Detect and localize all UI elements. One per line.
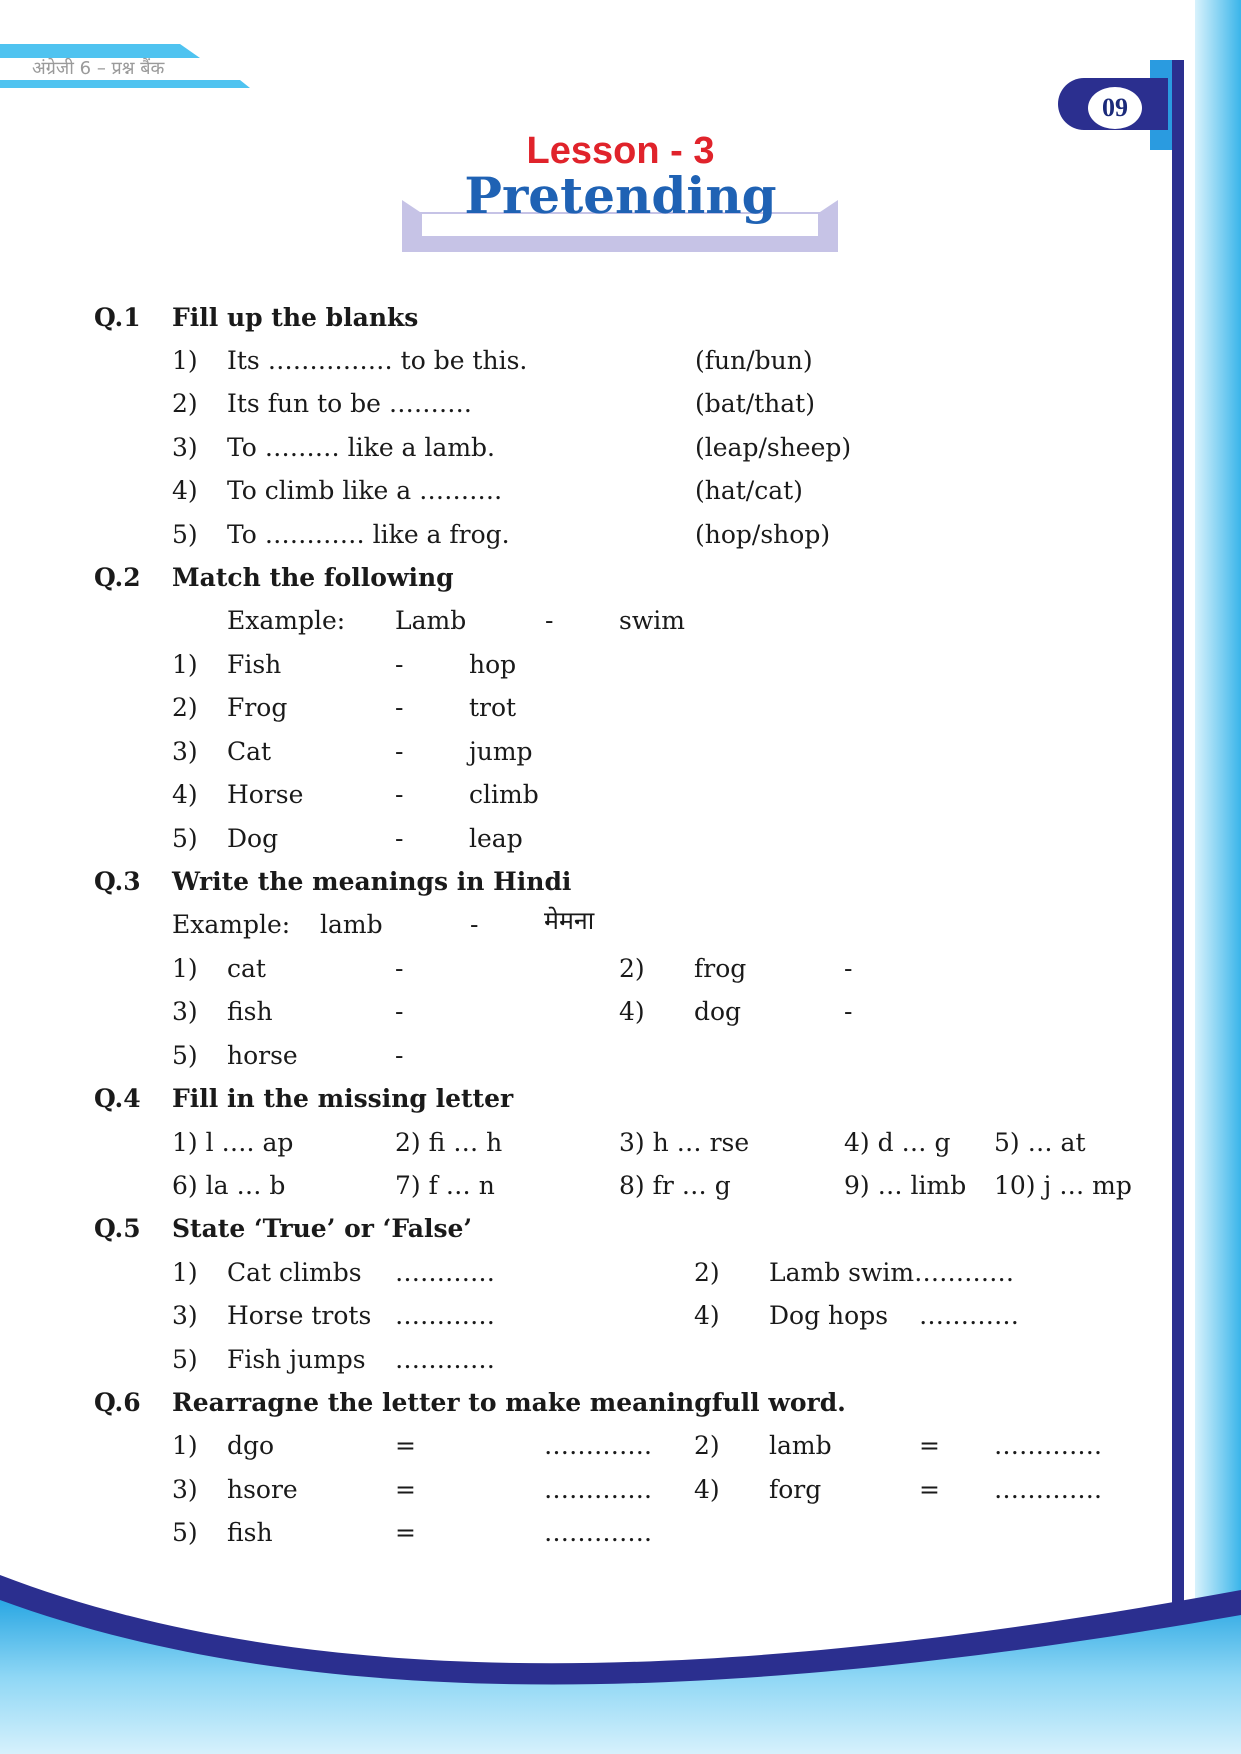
- q3-example-label: Example:: [172, 910, 291, 939]
- q2-item-left: Fish: [227, 650, 282, 679]
- q2-item-left: Frog: [227, 693, 288, 722]
- q6-item-number: 1): [172, 1431, 198, 1460]
- q5-item-text: Dog hops: [769, 1301, 889, 1330]
- q4-item: 1) l …. ap: [172, 1128, 294, 1157]
- q2-item-dash: -: [395, 693, 404, 722]
- q3-example-word: lamb: [320, 910, 383, 939]
- q4-item: 7) f … n: [395, 1171, 495, 1200]
- q6-item-word: fish: [227, 1518, 273, 1547]
- q2-item-number: 5): [172, 824, 198, 853]
- lesson-title: Pretending: [464, 166, 777, 225]
- q3-item-word: fish: [227, 997, 273, 1026]
- q5-item-blank: …………: [395, 1258, 495, 1287]
- q3-item-number: 4): [619, 997, 645, 1026]
- q5-item-blank: …………: [395, 1345, 495, 1374]
- q2-heading: Match the following: [172, 563, 454, 592]
- q2-item-right: hop: [469, 650, 517, 679]
- q2-item-left: Dog: [227, 824, 279, 853]
- q2-example-left: Lamb: [395, 606, 467, 635]
- q1-item-text: To ………… like a frog.: [227, 520, 510, 549]
- q2-item-number: 4): [172, 780, 198, 809]
- q5-item-text: Fish jumps: [227, 1345, 366, 1374]
- q4-item: 3) h … rse: [619, 1128, 750, 1157]
- q5-item-blank: …………: [919, 1301, 1019, 1330]
- q3-item-word: frog: [694, 954, 747, 983]
- q1-item-options: (fun/bun): [695, 346, 813, 375]
- q3-item-dash: -: [395, 997, 404, 1026]
- q6-heading: Rearragne the letter to make meaningfull word.: [172, 1388, 846, 1417]
- q6-item-blank: ………….: [994, 1431, 1102, 1460]
- q2-item-right: climb: [469, 780, 539, 809]
- q1-item-options: (hop/shop): [695, 520, 831, 549]
- q3-item-dash: -: [395, 1041, 404, 1070]
- q3-item-number: 3): [172, 997, 198, 1026]
- q6-item-word: dgo: [227, 1431, 275, 1460]
- q3-item-dash: -: [395, 954, 404, 983]
- q1-heading: Fill up the blanks: [172, 303, 419, 332]
- q6-item-blank: ………….: [994, 1475, 1102, 1504]
- q5-item-number: 3): [172, 1301, 198, 1330]
- q2-example-dash: -: [545, 606, 554, 635]
- q2-example-right: swim: [619, 606, 685, 635]
- q3-item-dash: -: [844, 997, 853, 1026]
- q2-example-label: Example:: [227, 606, 346, 635]
- lesson-label: Lesson - 3: [526, 130, 715, 172]
- q5-item-number: 4): [694, 1301, 720, 1330]
- q3-item-word: cat: [227, 954, 266, 983]
- q5-item-text: Lamb swim…………: [769, 1258, 1015, 1287]
- q1-item-number: 3): [172, 433, 198, 462]
- q6-item-equals: =: [395, 1431, 416, 1460]
- q2-item-dash: -: [395, 780, 404, 809]
- q6-item-number: 2): [694, 1431, 720, 1460]
- q2-item-number: 2): [172, 693, 198, 722]
- q5-heading: State ‘True’ or ‘False’: [172, 1214, 473, 1243]
- q6-item-blank: ………….: [544, 1431, 652, 1460]
- q4-item: 6) la … b: [172, 1171, 286, 1200]
- q6-item-equals: =: [395, 1518, 416, 1547]
- q6-item-blank: ………….: [544, 1475, 652, 1504]
- running-header: अंग्रेजी 6 – प्रश्न बैंक: [32, 58, 165, 79]
- q2-item-right: leap: [469, 824, 523, 853]
- q2-item-number: 1): [172, 650, 198, 679]
- q4-item: 4) d … g: [844, 1128, 951, 1157]
- q3-item-number: 1): [172, 954, 198, 983]
- q5-item-blank: …………: [395, 1301, 495, 1330]
- q6-item-blank: ………….: [544, 1518, 652, 1547]
- q5-item-number: 5): [172, 1345, 198, 1374]
- q2-item-number: 3): [172, 737, 198, 766]
- q6-item-equals: =: [919, 1431, 940, 1460]
- q1-item-options: (hat/cat): [695, 476, 803, 505]
- q3-item-number: 2): [619, 954, 645, 983]
- q2-item-right: trot: [469, 693, 517, 722]
- q6-item-word: lamb: [769, 1431, 832, 1460]
- q1-item-options: (leap/sheep): [695, 433, 852, 462]
- q2-item-left: Cat: [227, 737, 272, 766]
- q2-item-right: jump: [469, 737, 533, 766]
- q2-item-dash: -: [395, 737, 404, 766]
- q1-item-text: To ……… like a lamb.: [227, 433, 495, 462]
- q6-item-number: 4): [694, 1475, 720, 1504]
- q6-item-number: 3): [172, 1475, 198, 1504]
- q2-item-dash: -: [395, 824, 404, 853]
- q3-example-dash: -: [470, 910, 479, 939]
- q6-item-equals: =: [919, 1475, 940, 1504]
- q1-item-number: 2): [172, 389, 198, 418]
- q3-example-meaning: मेमना: [544, 906, 595, 935]
- q3-item-word: horse: [227, 1041, 298, 1070]
- q5-item-text: Horse trots: [227, 1301, 372, 1330]
- q3-number: Q.3: [94, 867, 141, 896]
- q6-item-equals: =: [395, 1475, 416, 1504]
- q1-item-options: (bat/that): [695, 389, 815, 418]
- q4-item: 2) fi … h: [395, 1128, 503, 1157]
- q1-number: Q.1: [94, 303, 141, 332]
- q4-item: 9) … limb: [844, 1171, 967, 1200]
- q5-number: Q.5: [94, 1214, 141, 1243]
- page-number: 09: [1102, 93, 1128, 122]
- q5-item-number: 1): [172, 1258, 198, 1287]
- q1-item-text: To climb like a ……….: [227, 476, 503, 505]
- q3-item-dash: -: [844, 954, 853, 983]
- q6-item-word: forg: [769, 1475, 822, 1504]
- q3-item-number: 5): [172, 1041, 198, 1070]
- q1-item-number: 4): [172, 476, 198, 505]
- q3-item-word: dog: [694, 997, 742, 1026]
- q1-item-number: 1): [172, 346, 198, 375]
- q6-item-word: hsore: [227, 1475, 298, 1504]
- q5-item-number: 2): [694, 1258, 720, 1287]
- q4-item: 5) … at: [994, 1128, 1086, 1157]
- q3-heading: Write the meanings in Hindi: [172, 867, 572, 896]
- q2-number: Q.2: [94, 563, 141, 592]
- q2-item-dash: -: [395, 650, 404, 679]
- q5-item-text: Cat climbs: [227, 1258, 362, 1287]
- q1-item-text: Its fun to be ……….: [227, 389, 472, 418]
- q2-item-left: Horse: [227, 780, 304, 809]
- q4-heading: Fill in the missing letter: [172, 1084, 514, 1113]
- q6-number: Q.6: [94, 1388, 141, 1417]
- q4-number: Q.4: [94, 1084, 141, 1113]
- q6-item-number: 5): [172, 1518, 198, 1547]
- q4-item: 10) j … mp: [994, 1171, 1132, 1200]
- q1-item-number: 5): [172, 520, 198, 549]
- q1-item-text: Its …………… to be this.: [227, 346, 528, 375]
- q4-item: 8) fr … g: [619, 1171, 731, 1200]
